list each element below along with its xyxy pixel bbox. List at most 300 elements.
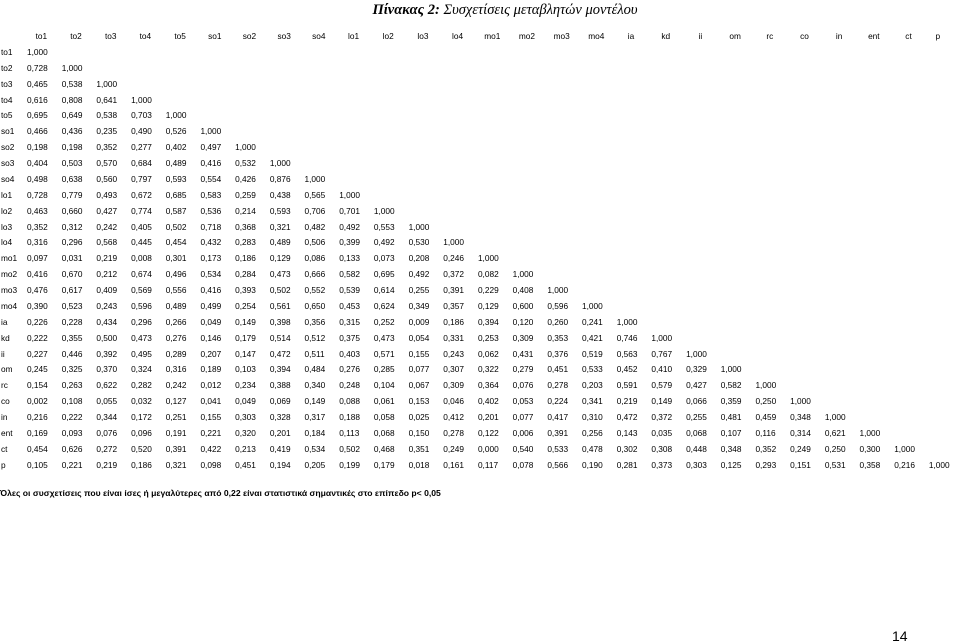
table-row [0, 108, 950, 124]
table-cell [926, 140, 950, 156]
table-cell: 0,254 [235, 300, 256, 311]
table-cell: 0,296 [131, 316, 152, 327]
table-cell: 0,221 [61, 459, 83, 470]
table-cell: 0,300 [859, 443, 881, 454]
table-cell [406, 140, 441, 156]
table-cell [440, 156, 475, 172]
table-cell [787, 124, 822, 140]
table-cell [128, 45, 163, 61]
table-cell [857, 315, 892, 331]
table-cell: 0,530 [408, 237, 430, 248]
table-cell [787, 172, 822, 188]
table-cell [336, 45, 371, 61]
table-cell [544, 204, 579, 220]
table-cell [926, 378, 950, 394]
table-cell [718, 140, 753, 156]
table-cell: 0,344 [96, 412, 118, 422]
table-cell: 0,391 [165, 443, 187, 454]
table-cell: 0,427 [96, 205, 118, 216]
table-cell: 0,438 [269, 189, 291, 200]
table-cell [579, 45, 614, 61]
table-cell [683, 331, 718, 347]
table-cell [926, 410, 950, 426]
table-cell: 0,701 [339, 205, 360, 216]
table-cell [232, 77, 267, 93]
table-cell [752, 61, 787, 77]
table-cell: 0,426 [235, 173, 256, 184]
column-header: to1 [35, 31, 48, 41]
table-cell: 1,000 [200, 126, 222, 137]
column-header: ct [905, 31, 912, 41]
table-cell: 0,190 [582, 459, 603, 470]
table-cell [891, 172, 926, 188]
row-header: lo3 [1, 221, 13, 232]
table-cell [93, 61, 128, 77]
correlation-table [0, 29, 950, 474]
table-cell: 0,082 [477, 269, 499, 280]
table-cell [510, 124, 545, 140]
table-row [0, 283, 950, 299]
table-cell [718, 61, 753, 77]
table-cell: 0,088 [339, 396, 360, 407]
table-cell [510, 45, 545, 61]
table-cell: 0,198 [61, 142, 83, 153]
table-cell: 0,685 [165, 189, 187, 200]
table-cell [614, 108, 649, 124]
table-cell [648, 77, 683, 93]
row-header: mo1 [1, 253, 18, 264]
table-cell: 0,219 [96, 459, 118, 470]
table-cell [926, 267, 950, 283]
table-cell: 0,219 [616, 396, 638, 407]
table-cell: 0,489 [165, 158, 187, 168]
table-cell [336, 172, 371, 188]
table-cell: 0,348 [720, 443, 742, 454]
table-cell: 0,493 [96, 189, 118, 200]
table-cell: 0,320 [235, 427, 256, 438]
table-cell: 0,538 [61, 78, 83, 89]
table-row [0, 394, 950, 410]
table-cell: 0,133 [339, 253, 360, 264]
row-header: rc [1, 380, 8, 391]
table-cell [510, 235, 545, 251]
table-cell: 0,596 [547, 300, 569, 311]
table-cell [718, 315, 753, 331]
table-cell: 0,593 [165, 173, 187, 184]
column-header: p [935, 31, 941, 41]
table-cell: 0,358 [859, 459, 881, 470]
table-cell [926, 299, 950, 315]
table-cell: 0,329 [686, 364, 707, 375]
table-cell: 0,067 [408, 380, 430, 391]
table-cell [926, 347, 950, 363]
table-cell [718, 235, 753, 251]
table-cell [857, 45, 892, 61]
table-cell: 0,252 [373, 316, 395, 327]
row-header: kd [1, 332, 10, 343]
row-header: co [1, 396, 10, 407]
table-cell: 0,352 [96, 142, 118, 153]
table-cell: 0,512 [304, 332, 326, 343]
table-cell [510, 188, 545, 204]
table-cell: 0,203 [582, 380, 603, 391]
table-cell [267, 61, 302, 77]
table-cell [683, 315, 718, 331]
table-cell: 1,000 [582, 300, 603, 311]
table-cell [406, 77, 441, 93]
table-cell [510, 93, 545, 109]
table-cell: 0,149 [651, 396, 673, 407]
table-cell: 0,473 [131, 332, 152, 343]
table-cell [128, 77, 163, 93]
column-header: lo1 [347, 31, 360, 41]
table-cell: 0,484 [304, 364, 326, 375]
table-cell [406, 156, 441, 172]
table-cell [163, 45, 198, 61]
table-row [0, 267, 950, 283]
table-cell [302, 45, 337, 61]
table-cell: 0,251 [165, 412, 187, 422]
table-cell [822, 235, 857, 251]
column-header: mo3 [553, 31, 570, 41]
table-cell [683, 204, 718, 220]
table-cell [752, 220, 787, 236]
table-cell [406, 172, 441, 188]
table-cell [614, 45, 649, 61]
table-cell: 0,289 [165, 348, 187, 359]
table-cell: 0,226 [27, 316, 48, 327]
table-cell: 0,621 [824, 427, 846, 438]
column-header: co [800, 31, 809, 41]
table-cell [787, 220, 822, 236]
table-cell [614, 220, 649, 236]
table-cell: 0,399 [339, 237, 360, 248]
table-cell [544, 140, 579, 156]
table-cell: 0,446 [61, 348, 83, 359]
table-cell [302, 156, 337, 172]
table-cell [857, 362, 892, 378]
table-cell [787, 61, 822, 77]
table-cell: 0,465 [27, 78, 48, 89]
table-cell: 0,227 [27, 348, 48, 359]
table-row [0, 315, 950, 331]
table-cell [926, 204, 950, 220]
table-cell: 0,499 [200, 300, 222, 311]
table-cell: 0,243 [443, 348, 465, 359]
table-row [0, 124, 950, 140]
table-cell: 0,325 [61, 364, 83, 375]
table-cell [926, 45, 950, 61]
table-cell [440, 45, 475, 61]
table-cell: 0,103 [235, 364, 256, 375]
table-cell [197, 93, 232, 109]
table-cell [475, 61, 510, 77]
table-cell [440, 220, 475, 236]
table-cell [544, 124, 579, 140]
table-cell: 0,626 [61, 443, 83, 454]
table-cell [648, 267, 683, 283]
table-cell: 0,451 [235, 459, 256, 470]
table-cell [336, 140, 371, 156]
table-cell: 0,473 [373, 332, 395, 343]
table-cell: 0,445 [131, 237, 152, 248]
table-cell [891, 410, 926, 426]
column-header: to5 [174, 31, 186, 41]
table-cell [371, 45, 406, 61]
table-cell [648, 124, 683, 140]
table-cell: 0,245 [27, 364, 48, 375]
table-cell [926, 331, 950, 347]
table-row [0, 77, 950, 93]
table-cell [822, 93, 857, 109]
table-cell [683, 283, 718, 299]
table-cell: 0,216 [894, 459, 915, 470]
table-cell [544, 235, 579, 251]
row-header: so1 [1, 126, 15, 137]
table-cell: 0,263 [61, 380, 83, 391]
table-cell [822, 108, 857, 124]
table-cell: 0,506 [304, 237, 326, 248]
table-cell: 0,117 [477, 459, 499, 470]
table-cell: 0,221 [200, 427, 222, 438]
table-cell [510, 204, 545, 220]
table-cell: 0,208 [408, 253, 430, 264]
table-cell: 0,624 [373, 300, 395, 311]
table-cell [579, 77, 614, 93]
column-header: to3 [104, 31, 117, 41]
table-cell [787, 188, 822, 204]
table-cell: 0,127 [165, 396, 187, 407]
table-cell: 0,532 [235, 158, 256, 168]
table-cell [544, 93, 579, 109]
table-cell: 0,025 [408, 412, 430, 422]
table-cell [857, 410, 892, 426]
table-cell: 0,536 [200, 205, 222, 216]
table-cell: 0,309 [443, 380, 465, 391]
table-cell [787, 45, 822, 61]
table-cell: 0,310 [582, 412, 603, 422]
table-cell [822, 172, 857, 188]
table-cell [891, 251, 926, 267]
table-cell: 0,355 [61, 332, 83, 343]
row-header: ent [1, 427, 13, 438]
table-cell: 0,582 [339, 269, 360, 280]
table-cell [336, 124, 371, 140]
table-cell: 0,579 [651, 380, 673, 391]
table-cell [822, 188, 857, 204]
table-cell: 0,417 [547, 412, 569, 422]
table-cell [371, 77, 406, 93]
table-cell: 0,277 [131, 142, 152, 153]
table-cell [891, 108, 926, 124]
table-cell [822, 362, 857, 378]
table-cell [926, 394, 950, 410]
table-cell: 0,412 [443, 412, 465, 422]
table-cell [683, 235, 718, 251]
table-cell [822, 299, 857, 315]
table-cell: 0,161 [443, 459, 465, 470]
table-cell [197, 61, 232, 77]
table-cell: 1,000 [165, 110, 187, 121]
table-row [0, 362, 950, 378]
table-cell [891, 331, 926, 347]
table-cell [475, 235, 510, 251]
table-cell [648, 108, 683, 124]
table-cell: 0,188 [339, 412, 360, 422]
table-cell [475, 140, 510, 156]
table-cell [544, 251, 579, 267]
table-row [0, 220, 950, 236]
table-cell [648, 283, 683, 299]
table-cell: 0,194 [269, 459, 291, 470]
table-cell [752, 93, 787, 109]
table-cell: 0,531 [824, 459, 846, 470]
table-cell: 0,540 [512, 443, 534, 454]
table-cell: 0,249 [790, 443, 811, 454]
table-cell [718, 267, 753, 283]
table-cell: 0,096 [131, 427, 152, 438]
table-cell: 0,616 [27, 94, 48, 105]
table-cell [857, 77, 892, 93]
table-cell: 0,569 [131, 285, 152, 295]
table-cell [648, 220, 683, 236]
table-cell: 0,368 [235, 221, 256, 232]
table-cell [683, 108, 718, 124]
table-cell [302, 124, 337, 140]
table-cell: 0,316 [27, 237, 48, 248]
table-cell: 0,674 [131, 269, 152, 280]
table-cell: 0,539 [339, 285, 360, 295]
table-cell [752, 315, 787, 331]
table-cell [440, 204, 475, 220]
column-header: mo1 [484, 31, 501, 41]
table-cell: 0,404 [27, 158, 48, 168]
table-cell [752, 331, 787, 347]
table-cell [857, 108, 892, 124]
table-cell [163, 77, 198, 93]
table-cell [718, 331, 753, 347]
table-cell: 1,000 [304, 173, 326, 184]
table-cell [579, 124, 614, 140]
table-cell: 0,600 [512, 300, 534, 311]
table-title [0, 2, 959, 18]
table-cell [336, 156, 371, 172]
table-cell [683, 299, 718, 315]
table-cell: 0,242 [96, 221, 118, 232]
table-cell: 0,353 [547, 332, 569, 343]
table-cell [440, 61, 475, 77]
table-cell: 0,186 [443, 316, 465, 327]
table-cell: 0,249 [443, 443, 465, 454]
table-cell: 0,186 [131, 459, 152, 470]
table-cell: 0,552 [304, 285, 326, 295]
table-cell: 0,229 [477, 285, 499, 295]
table-cell [857, 220, 892, 236]
row-header: so2 [1, 142, 15, 153]
table-cell [579, 220, 614, 236]
table-cell [614, 124, 649, 140]
table-cell: 0,308 [651, 443, 673, 454]
table-row [0, 426, 950, 442]
table-cell [926, 235, 950, 251]
table-cell: 1,000 [512, 269, 534, 280]
table-cell [891, 315, 926, 331]
table-cell: 0,068 [686, 427, 707, 438]
table-cell: 0,000 [477, 443, 499, 454]
table-cell: 0,246 [443, 253, 465, 264]
table-cell: 0,198 [27, 142, 48, 153]
table-cell: 0,322 [477, 364, 499, 375]
table-cell: 0,492 [339, 221, 360, 232]
table-cell: 0,364 [477, 380, 499, 391]
table-cell: 0,302 [616, 443, 638, 454]
table-cell [59, 45, 94, 61]
table-cell [926, 426, 950, 442]
row-header: to5 [1, 110, 13, 121]
table-cell [544, 108, 579, 124]
table-cell: 0,565 [304, 189, 326, 200]
table-cell [718, 251, 753, 267]
table-cell [752, 188, 787, 204]
table-cell [683, 45, 718, 61]
table-cell: 0,222 [61, 412, 83, 422]
table-cell [232, 93, 267, 109]
table-cell: 0,398 [269, 316, 291, 327]
table-cell: 0,120 [512, 316, 534, 327]
table-cell [267, 140, 302, 156]
table-cell: 0,105 [27, 459, 48, 470]
table-cell: 0,312 [61, 221, 83, 232]
row-header: ii [1, 348, 5, 359]
column-header: in [835, 31, 843, 41]
column-header: rc [766, 31, 774, 41]
table-cell: 0,393 [235, 285, 256, 295]
table-cell: 0,104 [373, 380, 395, 391]
table-cell [336, 93, 371, 109]
table-cell: 0,125 [720, 459, 742, 470]
table-cell [822, 347, 857, 363]
table-cell: 1,000 [824, 412, 846, 422]
table-cell: 1,000 [477, 253, 499, 264]
table-cell: 0,502 [339, 443, 360, 454]
table-cell: 0,259 [235, 189, 256, 200]
table-cell [579, 93, 614, 109]
table-cell [718, 204, 753, 220]
table-cell [475, 188, 510, 204]
table-cell [648, 93, 683, 109]
table-cell: 0,278 [443, 427, 465, 438]
table-row [0, 251, 950, 267]
table-cell: 0,472 [616, 412, 638, 422]
table-cell: 0,184 [304, 427, 326, 438]
table-cell: 0,155 [200, 412, 222, 422]
table-cell: 0,568 [96, 237, 118, 248]
table-cell: 0,008 [131, 253, 152, 264]
table-row [0, 45, 950, 61]
table-cell [891, 283, 926, 299]
table-cell [475, 108, 510, 124]
table-cell [579, 267, 614, 283]
table-cell: 0,143 [616, 427, 638, 438]
table-cell: 0,285 [373, 364, 395, 375]
table-cell: 0,069 [269, 396, 291, 407]
table-cell: 0,122 [477, 427, 499, 438]
table-cell: 0,073 [373, 253, 395, 264]
table-cell: 0,331 [443, 332, 465, 343]
table-cell: 0,376 [547, 348, 569, 359]
table-cell [614, 61, 649, 77]
table-cell: 1,000 [859, 427, 881, 438]
